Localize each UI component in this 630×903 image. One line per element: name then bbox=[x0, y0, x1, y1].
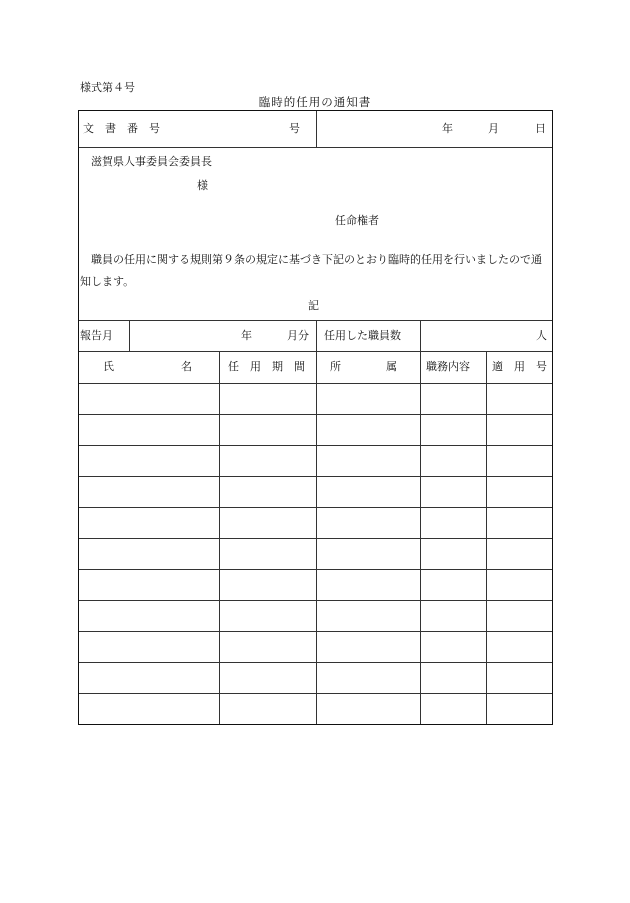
divider bbox=[129, 320, 130, 351]
body-text: 職員の任用に関する規則第９条の規定に基づき下記のとおり臨時的任用を行いましたので通知します。 bbox=[80, 253, 542, 288]
ki-mark: 記 bbox=[308, 299, 319, 312]
divider bbox=[316, 111, 317, 147]
divider bbox=[219, 351, 220, 724]
divider bbox=[420, 351, 421, 724]
honorific: 様 bbox=[197, 179, 208, 192]
addressee: 滋賀県人事委員会委員長 bbox=[91, 155, 212, 168]
header-department: 所 bbox=[330, 360, 341, 373]
report-year: 年 bbox=[241, 329, 252, 342]
divider bbox=[316, 320, 317, 351]
header-duty: 職務内容 bbox=[426, 360, 470, 373]
header-name: 氏 bbox=[103, 360, 114, 373]
divider bbox=[420, 320, 421, 351]
staff-count-label: 任用した職員数 bbox=[324, 329, 401, 342]
doc-number-suffix: 号 bbox=[289, 122, 300, 135]
date-year: 年 bbox=[442, 122, 453, 135]
appointing-authority: 任命権者 bbox=[335, 214, 379, 227]
form-number: 様式第４号 bbox=[80, 81, 135, 94]
document-title: 臨時的任用の通知書 bbox=[258, 95, 372, 109]
report-month-label: 報告月 bbox=[80, 329, 113, 342]
header-period: 任 用 期 間 bbox=[228, 360, 305, 373]
header-clause: 適 用 号 bbox=[492, 360, 547, 373]
header-department: 属 bbox=[386, 360, 397, 373]
staff-count-unit: 人 bbox=[536, 329, 547, 342]
notice-form bbox=[78, 110, 553, 725]
divider bbox=[486, 351, 487, 724]
date-day: 日 bbox=[535, 122, 546, 135]
doc-number-label: 文 書 番 号 bbox=[83, 122, 160, 135]
divider bbox=[79, 147, 552, 148]
report-month-suffix: 月分 bbox=[287, 329, 309, 342]
header-name: 名 bbox=[181, 360, 192, 373]
divider bbox=[316, 351, 317, 724]
date-month: 月 bbox=[488, 122, 499, 135]
